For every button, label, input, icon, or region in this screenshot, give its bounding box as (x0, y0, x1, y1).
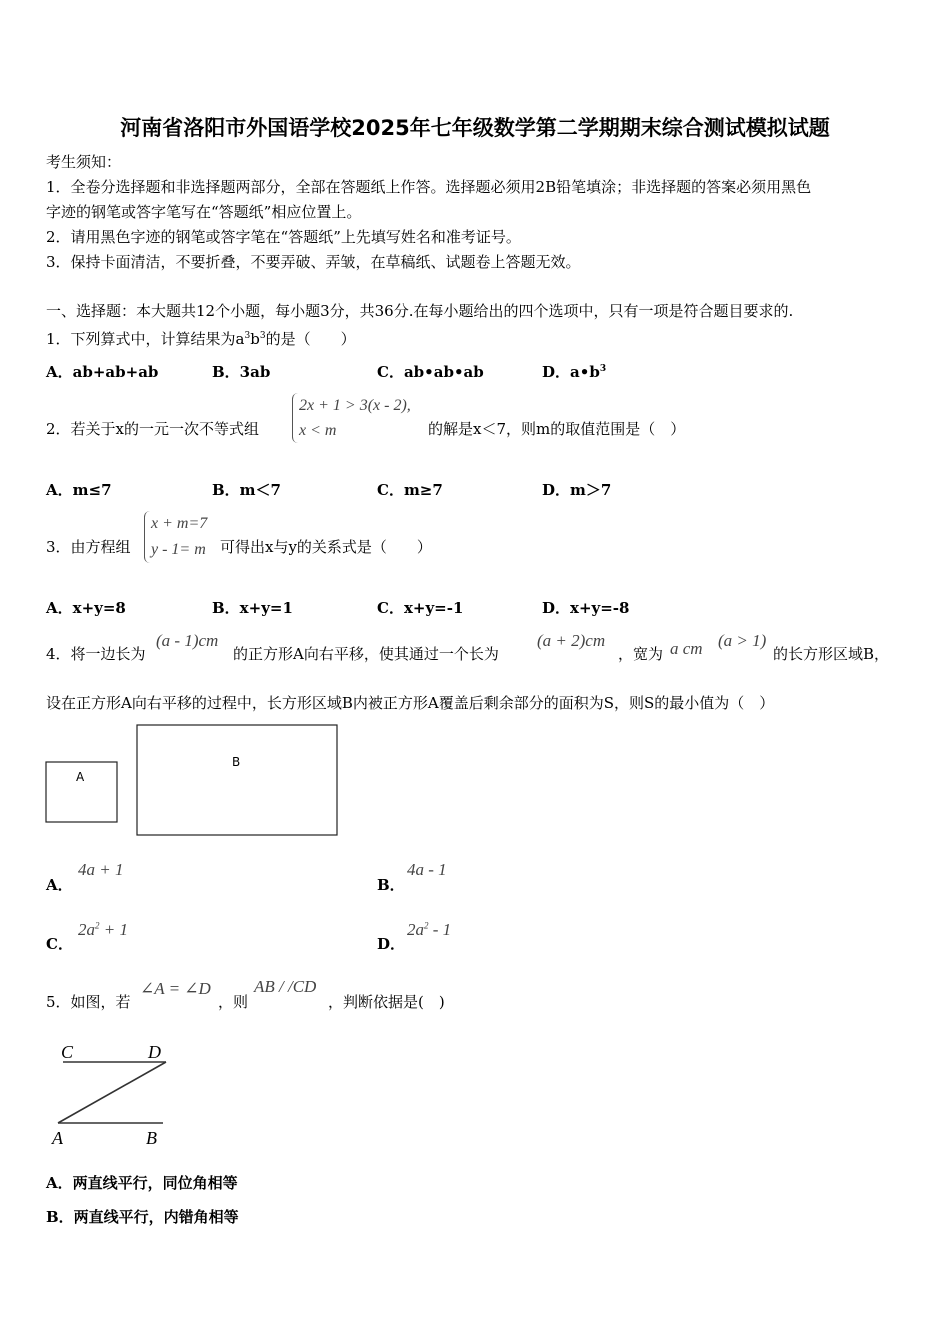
q5-option-a[interactable]: A．两直线平行，同位角相等 (46, 1174, 238, 1192)
rectangle-b (137, 725, 337, 835)
q1-option-b[interactable]: B．3ab (212, 363, 271, 381)
section-heading: 一、选择题：本大题共12个小题，每小题3分，共36分.在每小题给出的四个选项中，只有一项是符合题目要求的. (46, 302, 794, 320)
q4-figure (40, 720, 350, 845)
transversal-ad (58, 1062, 166, 1123)
q2-inequality-2: x < m (299, 422, 337, 439)
q1-option-d[interactable] (542, 361, 606, 382)
q4-option-a-math: 4a + 1 (78, 860, 124, 879)
point-c-label: C (61, 1042, 74, 1062)
q4-c-rest: + 1 (99, 920, 128, 939)
question-5-part1: 5．如图，若 (46, 993, 131, 1011)
question-4-part4: 的长方形区域B， (773, 645, 890, 663)
q4-math-length: (a + 2)cm (537, 631, 606, 650)
point-b-label: B (146, 1128, 157, 1148)
q3-option-a[interactable]: A．x+y=8 (46, 599, 126, 617)
question-2-tail: 的解是x＜7，则m的取值范围是（ ） (428, 420, 686, 438)
point-a-label: A (52, 1128, 63, 1148)
question-4-part1: 4．将一边长为 (46, 645, 146, 663)
q4-math-condition: (a > 1) (718, 631, 767, 650)
q2-inequality-1: 2x + 1 > 3(x - 2), (299, 397, 411, 414)
question-4-part2: 的正方形A向右平移，使其通过一个长为 (233, 645, 499, 663)
q4-option-c-label[interactable]: C． (46, 935, 73, 953)
q4-option-b-label[interactable]: B． (377, 876, 405, 894)
notice-line-2: 2．请用黑色字迹的钢笔或答字笔在“答题纸”上先填写姓名和准考证号。 (46, 228, 521, 246)
square-a-label: A (76, 770, 85, 784)
notice-heading: 考生须知： (46, 153, 122, 171)
q4-option-d-label[interactable]: D． (377, 935, 406, 953)
notice-line-1b: 字迹的钢笔或答字笔写在“答题纸”相应位置上。 (46, 203, 362, 221)
page-title: 河南省洛阳市外国语学校2025年七年级数学第二学期期末综合测试模拟试题 (120, 116, 830, 140)
q2-inequality-system (292, 393, 411, 443)
q3-option-c[interactable]: C．x+y=-1 (377, 599, 464, 617)
q4-option-b-math: 4a - 1 (407, 860, 447, 879)
q5-parallel-statement: AB / /CD (254, 977, 317, 996)
q4-option-a-label[interactable]: A． (46, 876, 73, 894)
q1-exp: 3 (259, 331, 266, 341)
q1-stem-mid: b (250, 330, 260, 348)
question-4-part3: ，宽为 (618, 645, 664, 663)
q5-angle-condition: ∠A = ∠D (140, 979, 211, 998)
notice-line-1a: 1．全卷分选择题和非选择题两部分，全部在答题纸上作答。选择题必须用2B铅笔填涂；非选择题的答案必须用黑色 (46, 178, 812, 196)
q1-exp: 3 (244, 331, 251, 341)
q1-option-c[interactable]: C．ab•ab•ab (377, 363, 484, 381)
notice-line-3: 3．保持卡面清洁，不要折叠，不要弄破、弄皱，在草稿纸、试题卷上答题无效。 (46, 253, 581, 271)
question-3-tail: 可得出x与y的关系式是（ ） (220, 538, 432, 556)
q5-option-b[interactable]: B．两直线平行，内错角相等 (46, 1208, 239, 1226)
q3-equation-system (144, 511, 207, 563)
q4-c-exp: 2 (95, 920, 100, 931)
point-d-label: D (148, 1042, 161, 1062)
question-5-part3: ，判断依据是( ) (328, 993, 445, 1011)
q2-option-b[interactable]: B．m＜7 (212, 481, 281, 499)
question-5-part2: ，则 (218, 993, 249, 1011)
question-4-line2: 设在正方形A向右平移的过程中，长方形区域B内被正方形A覆盖后剩余部分的面积为S，则S的最小值为（ ） (46, 694, 775, 712)
q4-d-exp: 2 (424, 920, 429, 931)
question-2-stem: 2．若关于x的一元一次不等式组 (46, 420, 260, 438)
q4-math-side: (a - 1)cm (156, 631, 219, 650)
q1-stem-end: 的是（ ） (265, 330, 356, 348)
q1-option-d-exp: 3 (599, 364, 607, 374)
q5-figure (48, 1036, 183, 1151)
q1-option-d-text: D．a•b (542, 363, 600, 381)
rectangle-b-label: B (232, 755, 241, 769)
q2-option-d[interactable]: D．m＞7 (542, 481, 612, 499)
q2-option-a[interactable]: A．m≤7 (46, 481, 112, 499)
q3-equation-2: y - 1= m (151, 541, 206, 558)
q2-option-c[interactable]: C．m≥7 (377, 481, 443, 499)
q4-d-base: 2a (407, 920, 424, 939)
q3-option-d[interactable]: D．x+y=-8 (542, 599, 630, 617)
q3-option-b[interactable]: B．x+y=1 (212, 599, 293, 617)
question-1 (46, 326, 356, 349)
question-3-stem: 3．由方程组 (46, 538, 131, 556)
q4-option-c-math (78, 920, 128, 940)
q1-option-a[interactable]: A．ab+ab+ab (46, 363, 159, 381)
q4-option-d-math (407, 920, 451, 940)
q4-math-width: a cm (670, 639, 703, 658)
q4-c-base: 2a (78, 920, 95, 939)
q1-stem: 1．下列算式中，计算结果为a (46, 330, 245, 348)
q4-d-rest: - 1 (428, 920, 452, 939)
q3-equation-1: x + m=7 (151, 515, 208, 532)
